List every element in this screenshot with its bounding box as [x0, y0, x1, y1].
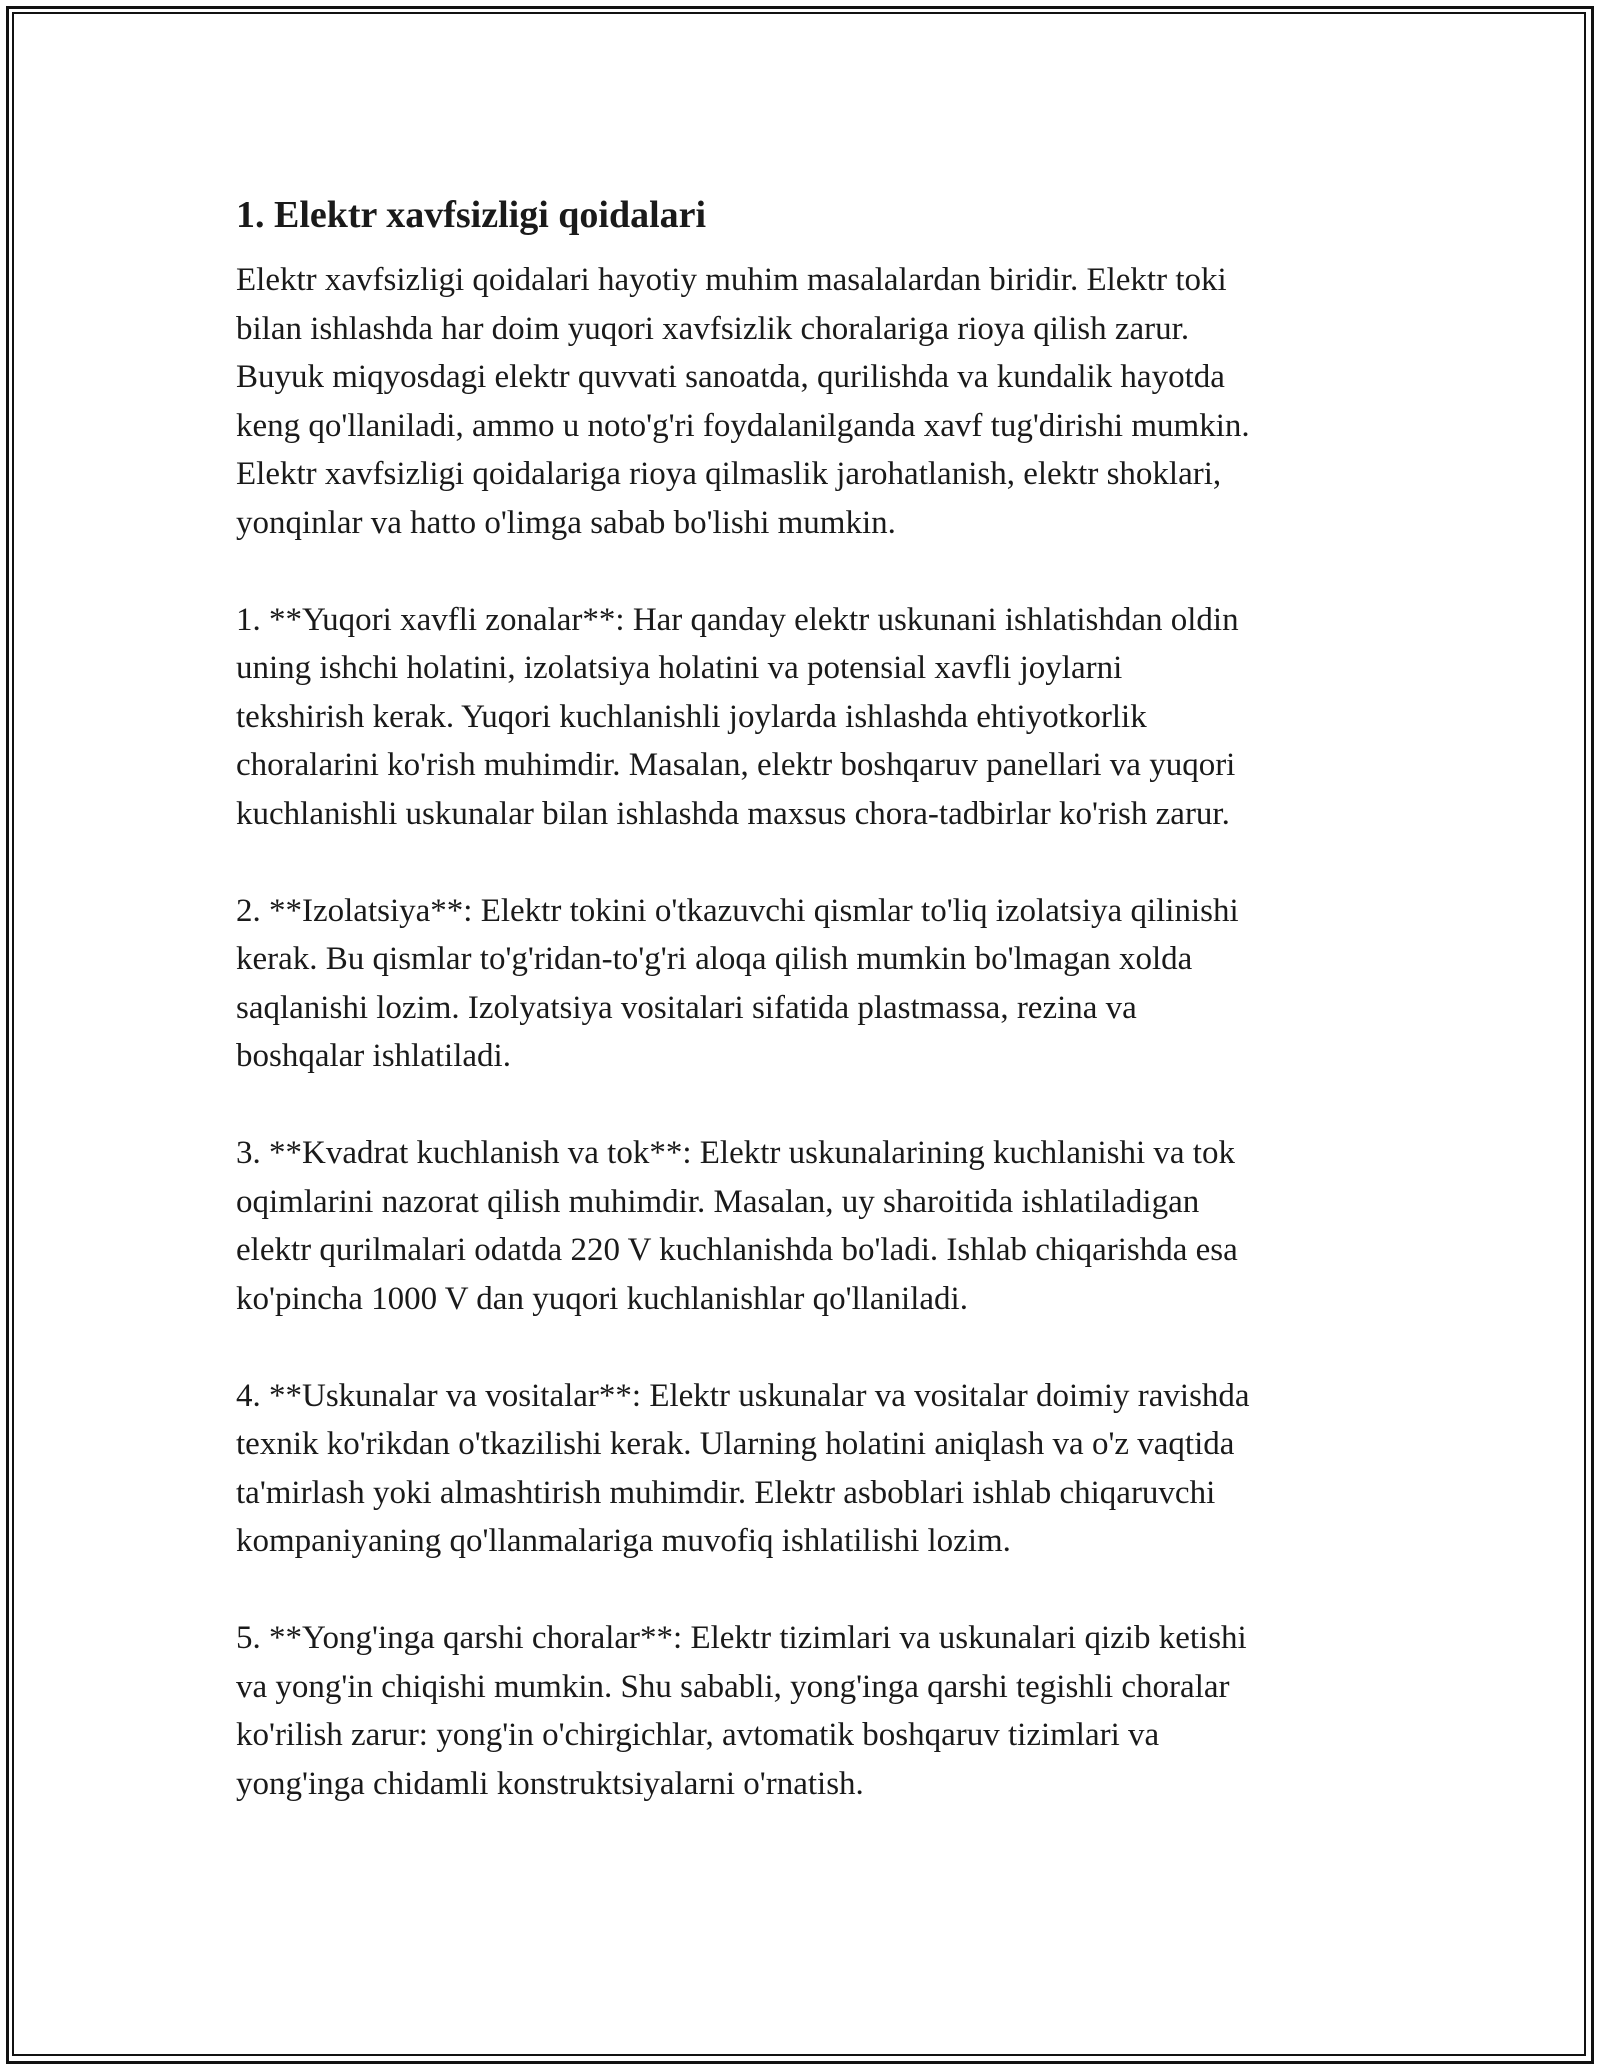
- paragraph-line: keng qo'llaniladi, ammo u noto'g'ri foydalanilganda xavf tug'dirishi mumkin.: [236, 407, 1250, 444]
- document-title: 1. Elektr xavfsizligi qoidalari: [236, 194, 707, 236]
- paragraph-line: Elektr xavfsizligi qoidalariga rioya qilmaslik jarohatlanish, elektr shoklari,: [236, 456, 1222, 492]
- paragraph-line: tekshirish kerak. Yuqori kuchlanishli joylarda ishlashda ehtiyotkorlik: [236, 698, 1147, 735]
- paragraph-line: kerak. Bu qismlar to'g'ridan-to'g'ri aloqa qilish mumkin bo'lmagan xolda: [236, 941, 1193, 977]
- paragraph-line: 3. **Kvadrat kuchlanish va tok**: Elektr uskunalarining kuchlanishi va tok: [236, 1135, 1235, 1171]
- paragraph-line: bilan ishlashda har doim yuqori xavfsizlik choralariga rioya qilish zarur.: [236, 310, 1190, 347]
- rule-equipment-tools: [236, 1372, 1376, 1566]
- paragraph-line: texnik ko'rikdan o'tkazilishi kerak. Ularning holatini aniqlash va o'z vaqtida: [236, 1426, 1235, 1462]
- paragraph-line: yonqinlar va hatto o'limga sabab bo'lishi mumkin.: [236, 504, 896, 541]
- paragraph-line: 1. **Yuqori xavfli zonalar**: Har qanday elektr uskunani ishlatishdan oldin: [236, 601, 1239, 638]
- paragraph-line: elektr qurilmalari odatda 220 V kuchlanishda bo'ladi. Ishlab chiqarishda esa: [236, 1232, 1238, 1268]
- intro-paragraph: [236, 256, 1376, 547]
- paragraph-line: boshqalar ishlatiladi.: [236, 1038, 511, 1074]
- paragraph-line: 4. **Uskunalar va vositalar**: Elektr uskunalar va vositalar doimiy ravishda: [236, 1377, 1250, 1414]
- paragraph-line: kuchlanishli uskunalar bilan ishlashda maxsus chora-tadbirlar ko'rish zarur.: [236, 795, 1230, 832]
- paragraph-line: saqlanishi lozim. Izolyatsiya vositalari sifatida plastmassa, rezina va: [236, 989, 1137, 1026]
- paragraph-line: yong'inga chidamli konstruktsiyalarni o'rnatish.: [236, 1765, 864, 1802]
- paragraph-line: va yong'in chiqishi mumkin. Shu sababli, yong'inga qarshi tegishli choralar: [236, 1668, 1230, 1705]
- rule-insulation: [236, 887, 1376, 1081]
- document-body: [236, 186, 1376, 1808]
- paragraph-line: 2. **Izolatsiya**: Elektr tokini o'tkazuvchi qismlar to'liq izolatsiya qilinishi: [236, 892, 1239, 929]
- paragraph-line: Buyuk miqyosdagi elektr quvvati sanoatda, qurilishda va kundalik hayotda: [236, 359, 1225, 395]
- paragraph-line: oqimlarini nazorat qilish muhimdir. Masalan, uy sharoitida ishlatiladigan: [236, 1183, 1200, 1220]
- paragraph-line: ko'rilish zarur: yong'in o'chirgichlar, avtomatik boshqaruv tizimlari va: [236, 1717, 1160, 1753]
- paragraph-line: 5. **Yong'inga qarshi choralar**: Elektr tizimlari va uskunalari qizib ketishi: [236, 1620, 1247, 1656]
- rule-voltage-current: [236, 1129, 1376, 1323]
- paragraph-line: choralarini ko'rish muhimdir. Masalan, elektr boshqaruv panellari va yuqori: [236, 747, 1236, 783]
- rule-fire-safety: [236, 1614, 1376, 1808]
- paragraph-line: ta'mirlash yoki almashtirish muhimdir. Elektr asboblari ishlab chiqaruvchi: [236, 1474, 1216, 1511]
- paragraph-line: ko'pincha 1000 V dan yuqori kuchlanishlar qo'llaniladi.: [236, 1280, 968, 1317]
- rule-high-risk-zones: [236, 596, 1376, 839]
- paragraph-line: kompaniyaning qo'llanmalariga muvofiq ishlatilishi lozim.: [236, 1523, 1011, 1559]
- paragraph-line: Elektr xavfsizligi qoidalari hayotiy muhim masalalardan biridir. Elektr toki: [236, 262, 1227, 298]
- paragraph-line: uning ishchi holatini, izolatsiya holatini va potensial xavfli joylarni: [236, 650, 1123, 686]
